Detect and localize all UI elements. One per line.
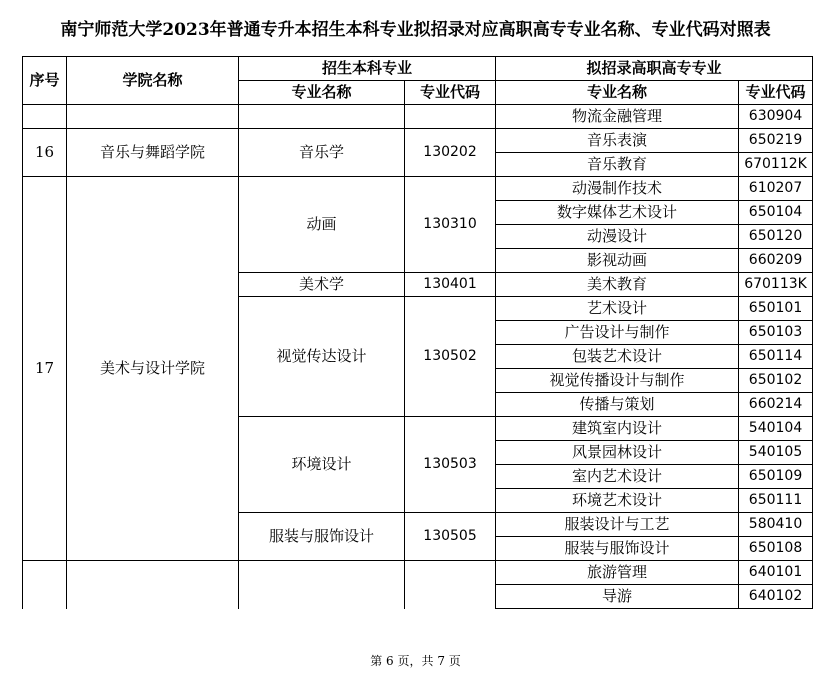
table-row [23,561,813,585]
table-row [23,129,813,153]
voc-code-cell: 540104 [739,417,813,441]
header-bachelor-group: 招生本科专业 [239,57,496,81]
voc-name-cell: 服装设计与工艺 [496,513,739,537]
header-vocational-group: 拟招录高职高专专业 [496,57,813,81]
code-cell [405,561,496,609]
voc-name-cell: 物流金融管理 [496,105,739,129]
voc-name-cell: 影视动画 [496,249,739,273]
major-cell [239,561,405,609]
voc-code-cell: 670112K [739,153,813,177]
college-cell: 美术与设计学院 [67,177,239,561]
voc-name-cell: 艺术设计 [496,297,739,321]
major-cell: 环境设计 [239,417,405,513]
major-mapping-table [22,56,813,609]
code-cell: 130310 [405,177,496,273]
table-row [23,105,813,129]
voc-name-cell: 音乐表演 [496,129,739,153]
major-cell: 服装与服饰设计 [239,513,405,561]
header-row-1 [23,57,813,81]
voc-code-cell: 640101 [739,561,813,585]
voc-code-cell: 610207 [739,177,813,201]
voc-name-cell: 建筑室内设计 [496,417,739,441]
voc-name-cell: 美术教育 [496,273,739,297]
voc-name-cell: 广告设计与制作 [496,321,739,345]
header-vocational-code: 专业代码 [739,81,813,105]
header-bachelor-code: 专业代码 [405,81,496,105]
voc-code-cell: 630904 [739,105,813,129]
code-cell: 130505 [405,513,496,561]
table-row [23,177,813,201]
college-cell [67,561,239,609]
voc-name-cell: 旅游管理 [496,561,739,585]
voc-name-cell: 导游 [496,585,739,609]
voc-code-cell: 650120 [739,225,813,249]
voc-code-cell: 650109 [739,465,813,489]
voc-code-cell: 540105 [739,441,813,465]
voc-code-cell: 650102 [739,369,813,393]
major-cell: 动画 [239,177,405,273]
voc-code-cell: 650104 [739,201,813,225]
voc-code-cell: 650111 [739,489,813,513]
major-cell: 视觉传达设计 [239,297,405,417]
code-cell: 130502 [405,297,496,417]
code-cell: 130401 [405,273,496,297]
major-cell [239,105,405,129]
voc-code-cell: 580410 [739,513,813,537]
header-college: 学院名称 [67,57,239,105]
voc-name-cell: 音乐教育 [496,153,739,177]
seq-cell: 17 [23,177,67,561]
major-cell: 美术学 [239,273,405,297]
voc-code-cell: 660209 [739,249,813,273]
header-seq: 序号 [23,57,67,105]
seq-cell [23,105,67,129]
voc-name-cell: 环境艺术设计 [496,489,739,513]
seq-cell: 16 [23,129,67,177]
voc-code-cell: 640102 [739,585,813,609]
page-footer: 第 6 页，共 7 页 [370,654,461,668]
college-cell [67,105,239,129]
college-cell: 音乐与舞蹈学院 [67,129,239,177]
voc-name-cell: 传播与策划 [496,393,739,417]
voc-code-cell: 670113K [739,273,813,297]
voc-name-cell: 数字媒体艺术设计 [496,201,739,225]
voc-code-cell: 650219 [739,129,813,153]
voc-code-cell: 650108 [739,537,813,561]
code-cell [405,105,496,129]
code-cell: 130503 [405,417,496,513]
voc-code-cell: 660214 [739,393,813,417]
voc-name-cell: 动漫制作技术 [496,177,739,201]
header-vocational-name: 专业名称 [496,81,739,105]
voc-code-cell: 650103 [739,321,813,345]
page-title: 南宁师范大学2023年普通专升本招生本科专业拟招录对应高职高专专业名称、专业代码对照表 [60,20,771,40]
voc-code-cell: 650101 [739,297,813,321]
voc-name-cell: 动漫设计 [496,225,739,249]
voc-name-cell: 风景园林设计 [496,441,739,465]
voc-code-cell: 650114 [739,345,813,369]
major-cell: 音乐学 [239,129,405,177]
voc-name-cell: 视觉传播设计与制作 [496,369,739,393]
voc-name-cell: 室内艺术设计 [496,465,739,489]
code-cell: 130202 [405,129,496,177]
header-bachelor-name: 专业名称 [239,81,405,105]
seq-cell [23,561,67,609]
voc-name-cell: 服装与服饰设计 [496,537,739,561]
voc-name-cell: 包装艺术设计 [496,345,739,369]
